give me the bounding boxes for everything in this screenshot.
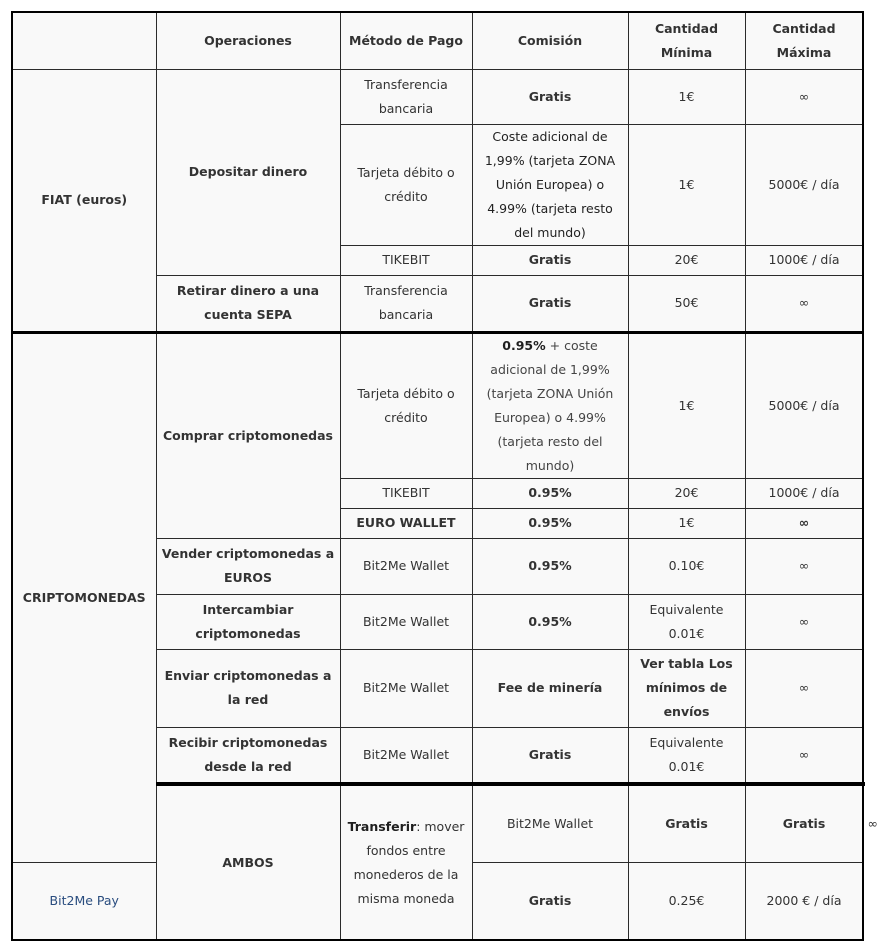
transferir-rest: : mover fondos entre monederos de la misma moneda bbox=[353, 818, 465, 906]
metodo-cell: Transferencia bancaria bbox=[340, 275, 472, 332]
maxima-cell: ∞ bbox=[745, 275, 863, 332]
category-ambos: AMBOS bbox=[156, 784, 340, 940]
comision-bold: 0.95% bbox=[502, 337, 546, 353]
maxima-cell: ∞ bbox=[745, 538, 863, 594]
operation-intercambiar: Intercambiar criptomonedas bbox=[156, 594, 340, 649]
metodo-cell: Tarjeta débito o crédito bbox=[340, 124, 472, 245]
header-cantidad-minima: Cantidad Mínima bbox=[628, 12, 745, 69]
maxima-cell: ∞ bbox=[745, 727, 863, 784]
minima-cell: Equivalente 0.01€ bbox=[628, 727, 745, 784]
operation-enviar: Enviar criptomonedas a la red bbox=[156, 649, 340, 727]
maxima-cell: ∞ bbox=[745, 594, 863, 649]
operation-retirar: Retirar dinero a una cuenta SEPA bbox=[156, 275, 340, 332]
header-corner bbox=[12, 12, 156, 69]
minima-cell: 1€ bbox=[628, 69, 745, 124]
fees-table bbox=[11, 11, 878, 941]
header-metodo-pago: Método de Pago bbox=[340, 12, 472, 69]
transferir-bold: Transferir bbox=[347, 818, 417, 834]
comision-rest: + coste adicional de 1,99% (tarjeta ZONA Unión Europea) o 4.99% (tarjeta resto del mundo) bbox=[486, 337, 614, 473]
operation-depositar: Depositar dinero bbox=[156, 69, 340, 275]
maxima-cell: ∞ bbox=[745, 508, 863, 538]
table-row bbox=[12, 332, 863, 478]
minima-cell: 20€ bbox=[628, 245, 745, 275]
maxima-cell: 5000€ / día bbox=[745, 124, 863, 245]
header-operaciones: Operaciones bbox=[156, 12, 340, 69]
operation-vender: Vender criptomonedas a EUROS bbox=[156, 538, 340, 594]
table-row bbox=[12, 69, 863, 124]
comision-cell bbox=[472, 332, 628, 478]
comision-cell: 0.95% bbox=[472, 594, 628, 649]
maxima-cell: 5000€ / día bbox=[745, 332, 863, 478]
metodo-cell: Bit2Me Pay bbox=[12, 862, 156, 940]
metodo-cell: Bit2Me Wallet bbox=[340, 727, 472, 784]
metodo-cell: Bit2Me Wallet bbox=[340, 538, 472, 594]
metodo-cell: TIKEBIT bbox=[340, 245, 472, 275]
metodo-cell: TIKEBIT bbox=[340, 478, 472, 508]
maxima-cell: ∞ bbox=[745, 69, 863, 124]
comision-cell: Gratis bbox=[472, 245, 628, 275]
minima-cell: 1€ bbox=[628, 124, 745, 245]
table-row: AMBOS Transferir: mover fondos entre monederos de la misma moneda Bit2Me Wallet Gratis Gratis ∞ bbox=[12, 784, 863, 862]
minima-cell: 50€ bbox=[628, 275, 745, 332]
minima-cell: 1€ bbox=[628, 332, 745, 478]
category-fiat: FIAT (euros) bbox=[12, 69, 156, 332]
minima-cell: Ver tabla Los mínimos de envíos bbox=[628, 649, 745, 727]
metodo-cell: Transferencia bancaria bbox=[340, 69, 472, 124]
maxima-cell: 2000 € / día bbox=[745, 862, 863, 940]
maxima-cell: 1000€ / día bbox=[745, 478, 863, 508]
comision-cell: Gratis bbox=[472, 727, 628, 784]
comision-cell: Gratis bbox=[472, 862, 628, 940]
minima-cell: Equivalente 0.01€ bbox=[628, 594, 745, 649]
metodo-cell: Tarjeta débito o crédito bbox=[340, 332, 472, 478]
metodo-cell: Bit2Me Wallet bbox=[472, 784, 628, 862]
minima-cell: 1€ bbox=[628, 508, 745, 538]
metodo-cell: Bit2Me Wallet bbox=[340, 649, 472, 727]
metodo-cell: EURO WALLET bbox=[340, 508, 472, 538]
category-criptomonedas: CRIPTOMONEDAS bbox=[12, 332, 156, 862]
header-comision: Comisión bbox=[472, 12, 628, 69]
maxima-cell: ∞ bbox=[745, 649, 863, 727]
comision-cell: Gratis bbox=[472, 275, 628, 332]
minima-cell: 0.10€ bbox=[628, 538, 745, 594]
minima-cell: 0.25€ bbox=[628, 862, 745, 940]
comision-cell: 0.95% bbox=[472, 478, 628, 508]
header-row bbox=[12, 12, 863, 69]
comision-cell: Coste adicional de 1,99% (tarjeta ZONA Unión Europea) o 4.99% (tarjeta resto del mundo) bbox=[472, 124, 628, 245]
comision-cell: 0.95% bbox=[472, 538, 628, 594]
minima-cell: Gratis bbox=[745, 784, 863, 862]
operation-comprar: Comprar criptomonedas bbox=[156, 332, 340, 538]
minima-cell: 20€ bbox=[628, 478, 745, 508]
comision-cell: Fee de minería bbox=[472, 649, 628, 727]
operation-recibir: Recibir criptomonedas desde la red bbox=[156, 727, 340, 784]
comision-cell: 0.95% bbox=[472, 508, 628, 538]
metodo-cell: Bit2Me Wallet bbox=[340, 594, 472, 649]
operation-transferir bbox=[340, 784, 472, 940]
comision-cell: Gratis bbox=[472, 69, 628, 124]
comision-cell: Gratis bbox=[628, 784, 745, 862]
maxima-cell: 1000€ / día bbox=[745, 245, 863, 275]
header-cantidad-maxima: Cantidad Máxima bbox=[745, 12, 863, 69]
